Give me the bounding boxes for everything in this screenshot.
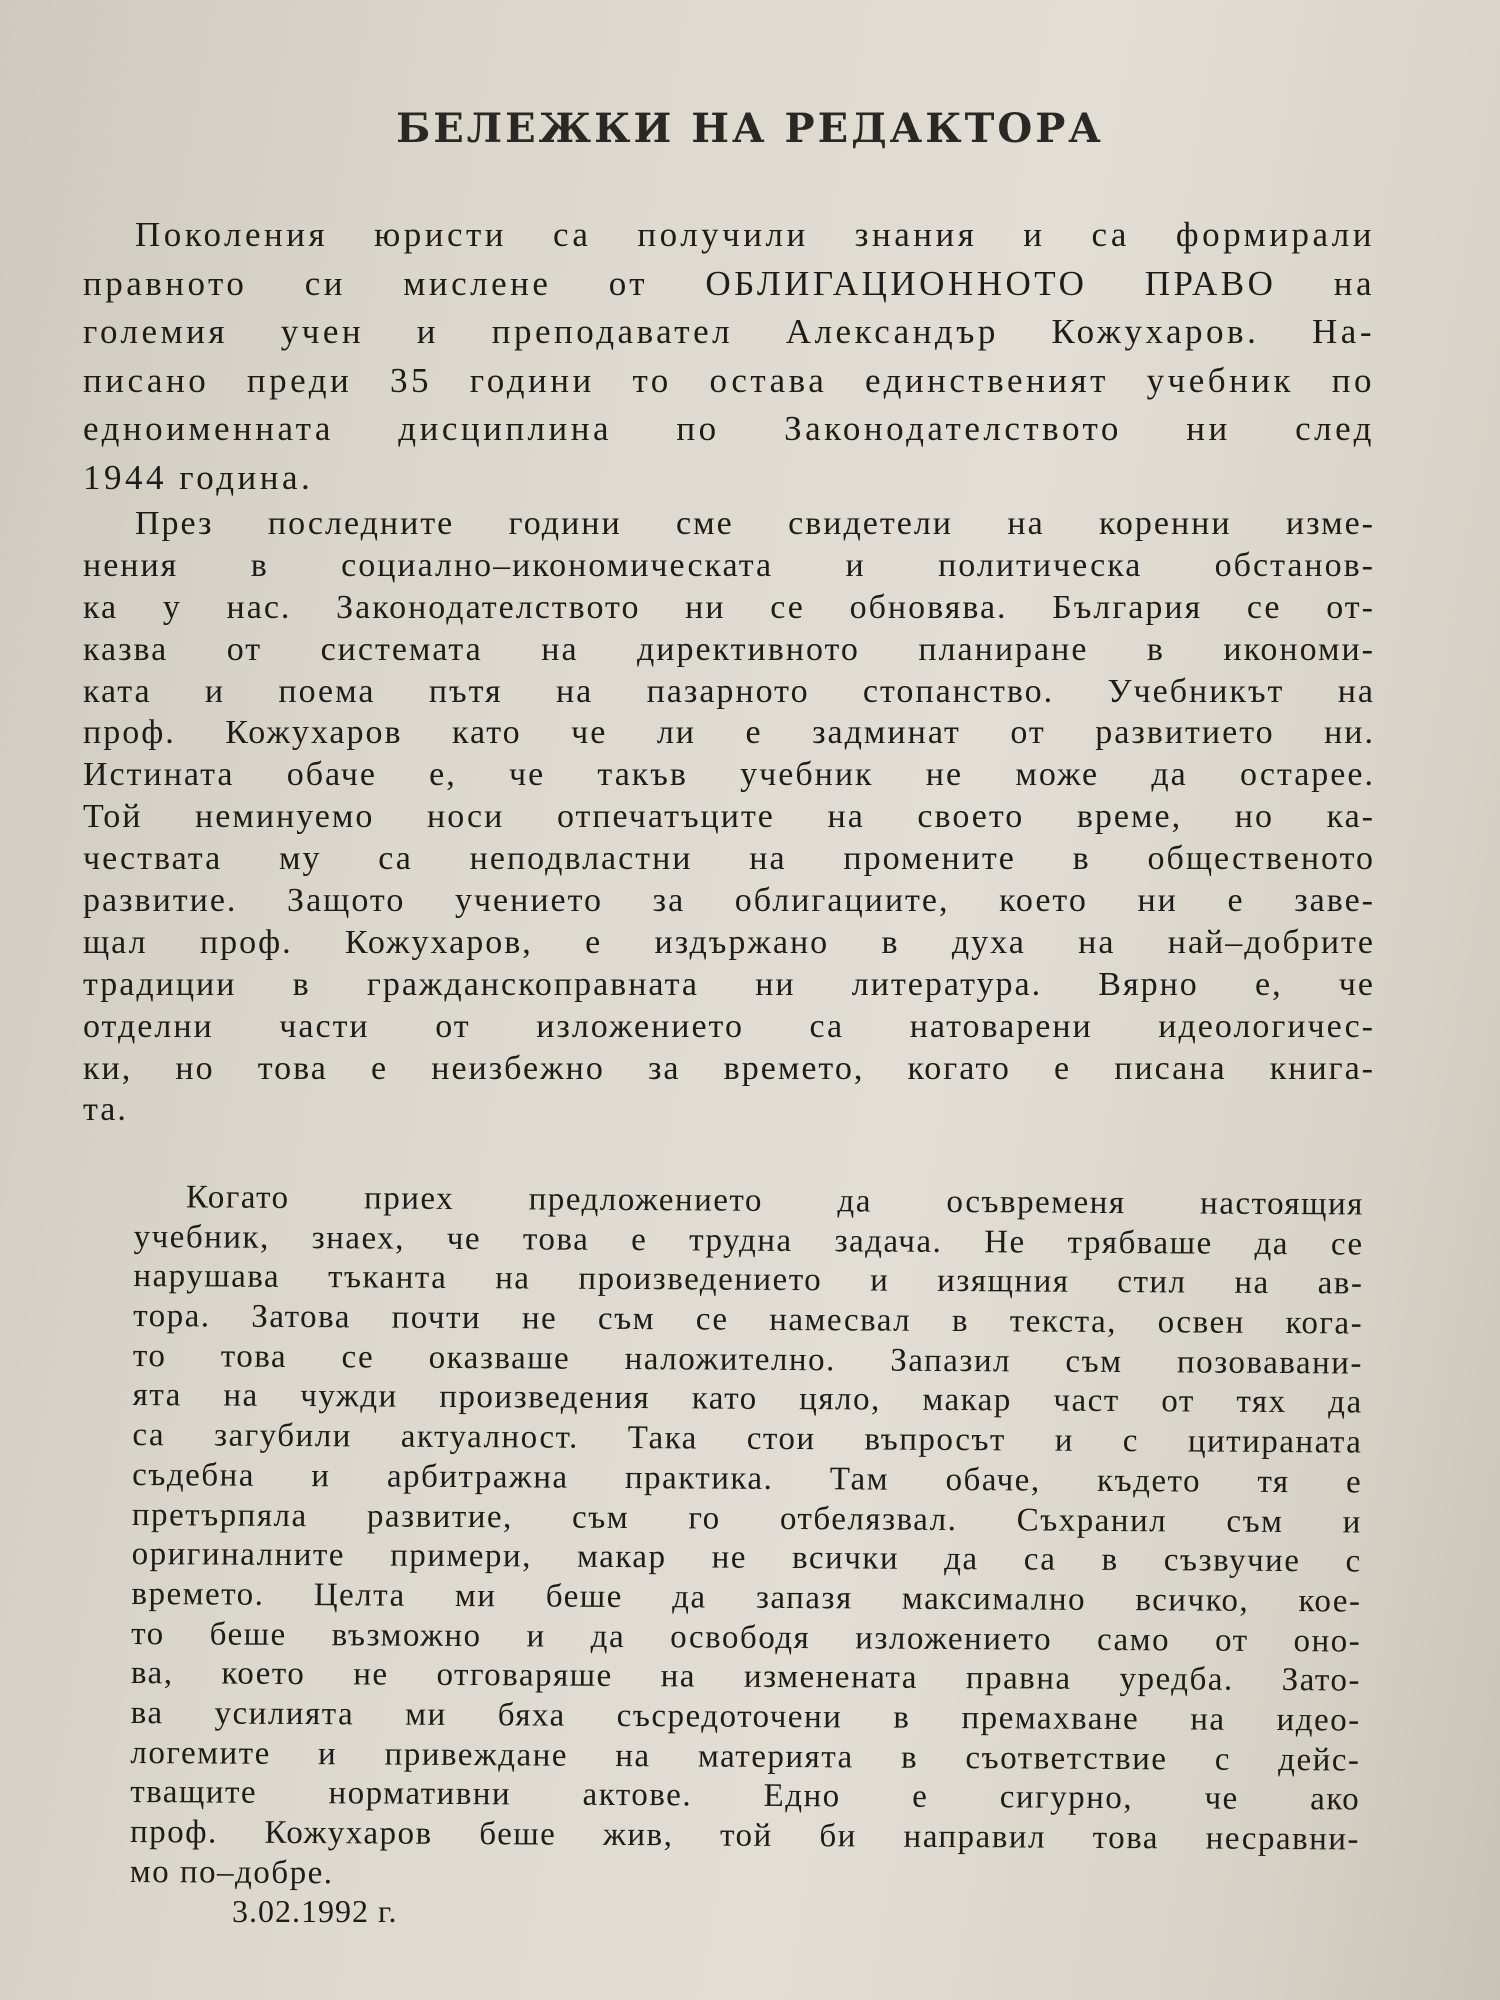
text-line: тора. Затова почти не съм се намесвал в текста, освен кога- [133, 1298, 1364, 1342]
text-line: ка у нас. Законодателството ни се обновява. България се от- [83, 588, 1375, 626]
signature-date: 3.02.1992 г. [232, 1893, 398, 1929]
text-line: Истината обаче е, че такъв учебник не може да остарее. [83, 756, 1375, 794]
text-line: ката и поема пътя на пазарното стопанство. Учебникът на [83, 672, 1375, 710]
text-line: едноименната дисциплина по Законодателството ни след [83, 409, 1375, 448]
text-line: претърпяла развитие, съм го отбелязвал. Съхранил съм и [131, 1496, 1363, 1541]
text-line: то беше възможно и да освободя изложението само от оно- [131, 1615, 1362, 1660]
text-line: ки, но това е неизбежно за времето, когато е писана книга- [83, 1049, 1375, 1087]
text-line: щал проф. Кожухаров, е издържано в духа на най–добрите [83, 923, 1375, 961]
text-line: мо по–добре. [129, 1853, 334, 1891]
paragraph-1 [83, 211, 1375, 502]
text-line: съдебна и арбитражна практика. Там обаче, където тя е [132, 1456, 1363, 1501]
text-line: та. [83, 1091, 128, 1129]
paragraph-2 [83, 503, 1375, 1131]
text-line: то това се оказваше наложително. Запазил съм позовавани- [132, 1337, 1364, 1382]
text-line: традиции в гражданскоправната ни литература. Вярно е, че [83, 965, 1375, 1003]
text-line: Когато приех предложението да осъвременя настоящия [185, 1179, 1364, 1223]
text-line: са загубили актуалност. Така стои въпросът и с цитираната [132, 1417, 1363, 1461]
text-line: тващите нормативни актове. Едно е сигурно, че ако [130, 1774, 1361, 1818]
page-title: БЕЛЕЖКИ НА РЕДАКТОРА [396, 105, 1104, 152]
text-line: нарушава тъканта на произведението и изящния стил на ав- [133, 1258, 1364, 1302]
text-line: Той неминуемо носи отпечатъците на своето време, но ка- [83, 798, 1375, 836]
text-line: писано преди 35 години то остава единственият учебник по [83, 360, 1375, 400]
text-line: правното си мислене от ОБЛИГАЦИОННОТО ПРАВО на [83, 263, 1375, 303]
text-line: логемите и привеждане на материята в съответствие с дейс- [130, 1734, 1361, 1779]
text-line: чествата му са неподвластни на промените в общественото [83, 840, 1375, 878]
text-line: нения в социално–икономическата и политическа обстанов- [83, 546, 1375, 584]
text-line: отделни части от изложението са натоварени идеологичес- [83, 1007, 1375, 1045]
text-line: ята на чужди произведения като цяло, макар част от тях да [132, 1377, 1363, 1421]
text-line: проф. Кожухаров беше жив, той би направил това несравни- [129, 1813, 1361, 1858]
text-line: развитие. Защото учението за облигациите, което ни е заве- [83, 882, 1375, 920]
text-line: големия учен и преподавател Александър Кожухаров. На- [83, 312, 1375, 351]
text-line: ва усилията ми бяха съсредоточени в премахване на идео- [130, 1694, 1361, 1739]
text-line: казва от системата на директивното планиране в икономи- [83, 630, 1375, 668]
text-line: учебник, знаех, че това е трудна задача. Не трябваше да се [133, 1218, 1364, 1263]
text-line: Поколения юристи са получили знания и са формирали [135, 215, 1375, 254]
text-line: ва, което не отговаряше на изменената правна уредба. Зато- [130, 1655, 1362, 1699]
text-line: 1944 година. [83, 457, 314, 497]
paragraph-3 [130, 1178, 1364, 1900]
text-line: времето. Целта ми беше да запазя максимално всичко, кое- [131, 1575, 1362, 1620]
text-line: През последните години сме свидетели на коренни изме- [135, 505, 1375, 542]
text-line: оригиналните примери, макар не всички да са в съзвучие с [131, 1536, 1362, 1580]
text-line: проф. Кожухаров като че ли е задминат от развитието ни. [83, 714, 1375, 752]
